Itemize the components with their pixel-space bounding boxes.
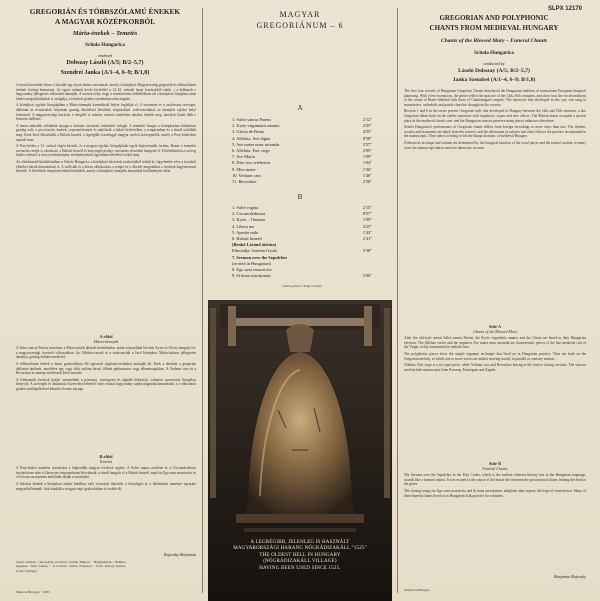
left-side-a-subheading: Mária-ünnepek (93, 338, 119, 344)
right-footer: Printed in Hungary (404, 588, 430, 592)
track-b-2: 2. Circumdederunt 0'57" (232, 211, 372, 217)
track-b-7: 7. Sermon over the Sepulchre (232, 254, 288, 260)
track-a-4: 4. Alleluia. Ave digna 0'58" (232, 135, 372, 141)
track-b-8: 8. Ego sum resurrectio (232, 267, 272, 273)
right-side-a-heading: Side A (488, 324, 502, 329)
track-b-6-note: (Benkő Lóránd átírása) (232, 242, 277, 248)
center-tracklist-b (232, 205, 372, 283)
left-side-a-heading: A oldal (99, 334, 113, 339)
center-title-2: GREGORIÁNUM – 6 (256, 21, 344, 30)
right-conducted-by: conducted by (483, 61, 505, 66)
track-a-8: 8. Dies ista celebretur 1'04" (232, 160, 372, 166)
right-body-text-1: The first four records of Hungarian Gregorian Chants introduced the Hungarian tradition of mainstream European liturgical plainsong. With a few exceptions, the pieces reflect the practice of the 14th–16th centuries, and show how the vocal traditions of the centre of Rome blended with those of Charlemagne's empire. The repertoire that developed in this way was sung in monasteries, cathedrals and parish churches throughout the country. Records 1 and 6 in the series present Gregorian style that developed in Hungary between the 12th and 15th centuries, a late Gregorian idiom built on the earlier repertoire with sequences, tropes and new offices. The Marian feasts occupied a special place in the medieval church year, and the Hungarian sources preserve many pieces unknown elsewhere. Schola Hungarica's performance of Gregorian chants differs from foreign recordings in more ways than one. The rhythm, accents and ornaments are taken from the sources, and the alternation of soloists and choir follows the practice documented in the manuscripts. Their aim is to bring to life the liturgical music of medieval Hungary. Differences in tempo and volume are determined by the liturgical function of the vocal pieces and the textual content; in many cases the manuscript rubrics must be taken into account. (404, 89, 586, 150)
center-title-1: MAGYAR (279, 10, 321, 19)
track-b-5: 5. Aperite mihi 1'43" (232, 229, 372, 235)
track-a-10: 10. Verbum caro 1'40" (232, 172, 372, 178)
track-a-2: 2. Kyrie virginitatis amator 2'35" (232, 123, 372, 129)
left-conductor-2: Szendrei Janka (A/1–4, 6–9; B/1,8) (60, 70, 150, 76)
right-side-b-subheading: Funeral Chants (482, 465, 508, 471)
right-subtitle: Chants of the Blessed Mary – Funeral Chants (440, 38, 548, 44)
track-b-7-note: (recited in Hungarian) (232, 260, 272, 266)
caption-line-5: HAVING BEEN USED SINCE 1525. (259, 565, 341, 571)
left-credits: Zenei rendező / Recording producer: Zoltán Hámori · Hangmérnök / Balance engineer: Judit Lukács · A borítón: Tamas Pokornyi · Fotó: Károly Kairéz, László Szilágyi (16, 560, 126, 573)
left-side-b-heading: B oldal (99, 454, 113, 459)
left-side-b-section: B oldal Temetés A Pray-kódex temetési szertartása a legkorábbi magyar források egyike. A Salve regina antifóna és a Circumdederunt invitatórium után a Libera me responzórium következik; a sírnál hangzik el a Halotti beszéd, majd az Ego sum resurrectio és a Si bona suscepimus antifónák zárják a szertartást. A halottas énekek a középkori ember halálhoz való viszonyát tükrözik: a könyörgés és a feltámadás reménye egyaránt megszólal bennük. Sok közülük a magyar népi gyakorlatban is tovább élt. (16, 454, 196, 491)
center-side-a-label: A (297, 104, 303, 112)
bell-photograph (208, 300, 392, 601)
right-signature: Benjamin Rajeczky (554, 574, 586, 579)
right-side-b-section: Side B Funeral Chants The Sermon over the Sepulchre in the Pray Codex, which is the earliest coherent literary text in the Hungarian language, sounds like a funeral oration. It was recited in the course of the burial rite, between the processional chants leading the dead to the grave. The closing songs are Ego sum resurrectio and Si bona suscepimus, antiphons that express the hope of resurrection. Many of these funeral chants lived on in Hungarian folk practice for centuries. (404, 461, 586, 498)
track-a-7: 7. Ave Maria 1'09" (232, 154, 372, 160)
track-b-6-reader: Elmondja: Sermón Gyula 5'30" (232, 248, 372, 254)
left-body-text-1: A most közreadott lemez a hatodik egy olyan lemez sorozatnak, amely a középkori Magyarország gregorián és többszólamú énekeit kívánja bemutatni. Az egyes számok kevés kivétellel a 14–16. századi hazai forrásokból valók, s a dallamok e hagyomány jellegzetes változatát mutatják. A sorozat célja, hogy a zenetörténeti érdeklődésen túl a középkori liturgikus zene hiteles megszólaltatását is szolgálja, a források gondos tanulmányozása alapján. A középkori egyház liturgiájában a Mária-ünnepek kiemelkedő helyet foglaltak el. A szentmise és a zsolozsma szövegei, dallamai az évszázadok folyamán gazdag díszítéssel bővültek: trópusokkal, szekvenciákkal, az ünneplés sajátos helyi formáival. A magyarországi források e rétegből is számos, másutt ismeretlen darabot őriztek meg, amelyek közül több e lemezen hallható. A lemez második oldalának anyaga a halottas szertartás énekeiből válogat. A temetési liturgia a középkorban különösen gazdag volt; a processziós énekek, responzóriumok és antifónák a halott kíséretében, a templomban és a sírnál szólaltak meg. Ezek közé illeszkedik a Halotti beszéd, a legrégibb összefüggő magyar nyelvű szövegemlék, amely a Pray-kódexben maradt fenn. A Pray-kódex a 12. század végén készült, és a magyar egyház liturgiájának egyik legfontosabb forrása. Benne a temetési szertartás rendje is olvasható, a Halotti beszéd és könyörgés pedig e szertartás részeként hangzott el. Felvételünkön a szöveg hiteles ejtéssel, a mai nyelvtudomány eredményeinek figyelembevételével szólal meg. Az előadásmód kialakításában a Schola Hungarica a középkori kéziratok notációjából indult ki, figyelembe véve a korabeli elméleti írások útmutatásait is. A szólisták és a kórus váltakozása, a tempó és a díszítés megoldásai a források hagyományát követik. A felvételek templomi térben készültek, amely a középkori ünneplés akusztikai körülményeit idézi. (16, 83, 196, 174)
right-conductor-2: Janka Szendrei (A/1–4, 6–9; B/1,8) (452, 77, 536, 83)
caption-line-2: MAGYARORSZÁGI HARANG NÓGRÁDIZAKÁLL "1525" (233, 546, 367, 552)
right-conductor-1: László Dobszay (A/5; B/2–5,7) (458, 68, 530, 74)
track-b-9: 9. Si bona suscepimus 5'00" (232, 273, 372, 279)
left-conductor-1: Dobszay László (A/5; B/2–5,7) (66, 60, 144, 66)
track-b-6: 6. Halotti beszéd 2'41" (232, 236, 372, 242)
left-footer: Made in Hungary · 1983 (16, 590, 50, 594)
right-title-1: GREGORIAN AND POLYPHONIC (439, 14, 549, 22)
left-title-1: GREGORIÁN ÉS TÖBBSZÓLAMÚ ÉNEKEK (29, 7, 181, 16)
left-side-a-section: A oldal Mária-ünnepek A Salve sancta Parens introitusz a Mária-misék állandó kezdőéneke; utána trópusokkal bővített Kyrie és Gloria hangzik fel, a magyarországi források változatában. Az Alleluia-versek és a szekvenciák a késő középkori Mária-kultusz jellegzetes darabjai, gazdag dallamvezetéssel. A többszólamú tételek a hazai gyakorlatban élő egyszerű orgánum-technikát mutatják be. Ezek a darabok a gregorián dallamra épülnek, amelyhez egy vagy több szólam társul, főként párhuzamos vagy ellenmozgásban. A Verbum caro és a Recordare az ünnepi zárórészek közé tartozik. A felhasznált források között szerepelnek a pozsonyi, esztergomi és zágrábi kéziratok, valamint nyomtatott liturgikus könyvek. A szövegek és dallamok összevetése lehetővé tette a hazai hagyomány sajátosságainak kimutatását, s a változatok gondos mérlegelésével készült a lemez anyaga. (16, 334, 196, 391)
left-title-2: A MAGYAR KÖZÉPKORBÓL (54, 17, 156, 26)
caption-line-4: (NÓGRÁDIZAKÁLL VILLAGE) (263, 559, 337, 565)
track-a-3: 3. Gloria de Beata 4'55" (232, 129, 372, 135)
left-side-b-subheading: Temetés (99, 458, 113, 464)
track-b-1: 1. Salve regina 2'15" (232, 205, 372, 210)
right-column-divider (397, 8, 398, 593)
right-side-b-heading: Side B (488, 461, 502, 466)
track-a-1: 1. Salve sancta Parens 2'12" (232, 117, 372, 122)
track-b-3: 3. Kyrie – Ommen 1'09" (232, 217, 372, 223)
center-tracklist-a (232, 117, 372, 189)
track-a-5: 5. Ave mater nunc miranda 3'57" (232, 141, 372, 147)
left-column-divider (202, 8, 203, 593)
left-subtitle: Mária-énekek – Temetés (72, 30, 138, 37)
right-side-a-subheading: Chants of the Blessed Mary (472, 328, 518, 334)
track-a-11: 11. Recordare 2'58" (232, 179, 372, 185)
track-b-4: 4. Libera me 4'25" (232, 223, 372, 229)
right-side-a-section: Side A Chants of the Blessed Mary After the old-style introit Salve sancta Parens, the Kyrie virginitatis amator and the Gloria are heard in their Hungarian versions. The Alleluia verses and the sequence Ave mater nunc miranda are characteristic pieces of the late medieval cult of the Virgin, richly ornamented in melodic line. The polyphonic pieces show the simple organum technique that lived on in Hungarian practice. They are built on the Gregorian melody, to which one or more voices are added, moving mostly in parallel or contrary motion. Alleluia. Fuit virgo is a two-part piece, while Verbum caro and Recordare belong to the festive closing sections. The sources used include manuscripts from Pozsony, Esztergom and Zagreb. (404, 324, 586, 372)
caption-line-3: THE OLDEST BELL IN HUNGARY (259, 552, 341, 558)
track-a-9: 9. Mite mater 1'36" (232, 166, 372, 172)
left-signature: Rajeczky Benjamin (164, 552, 196, 557)
track-a-6: 6. Alleluia. Fuit virgo 2'05" (232, 148, 372, 154)
right-ensemble: Schola Hungarica (474, 50, 514, 56)
left-ensemble: Schola Hungarica (85, 42, 125, 48)
right-title-2: CHANTS FROM MEDIEVAL HUNGARY (429, 24, 559, 32)
caption-line-1: A LEGRÉGIBB, JELENLEG IS HASZNÁLT (250, 540, 350, 545)
center-side-b-label: B (297, 193, 303, 201)
catalog-number: SLPX 12170 (547, 6, 582, 12)
center-language-note: Latin nyelven / Sung in Latin (282, 284, 322, 288)
left-conducted-by: vezényel (97, 53, 113, 58)
photo-caption (208, 540, 392, 572)
